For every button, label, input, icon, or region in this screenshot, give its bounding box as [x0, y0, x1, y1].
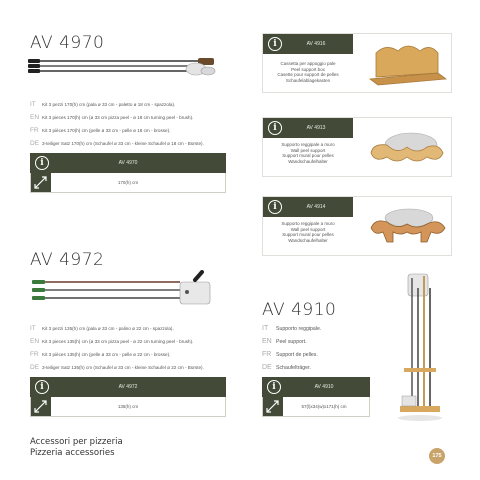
lang-code: FR	[30, 127, 39, 134]
spec-header	[262, 377, 370, 397]
card-av4913	[262, 117, 452, 177]
lang-code: EN	[262, 338, 272, 345]
product-code: AV 4970	[118, 160, 138, 166]
desc-it: Supporto reggipale a muro	[281, 221, 335, 226]
lang-text: Schaufelträger.	[276, 364, 311, 371]
dimensions-icon	[31, 397, 51, 416]
lang-text: Kit 3 pezzi 135(h) cm (pala ø 33 cm - palino ø 22 cm - spazzola).	[42, 326, 174, 331]
lang-code: FR	[30, 351, 39, 358]
card-description	[263, 221, 353, 243]
lang-text: Support de pelles.	[276, 351, 318, 358]
info-icon: i	[267, 380, 281, 394]
card-av4916	[262, 33, 452, 93]
spec-body	[262, 397, 370, 417]
lang-row-en	[262, 335, 321, 348]
desc-fr: Support mural pour pelles	[282, 153, 334, 159]
lang-text: Kit 3 pièces 135(h) cm (pelle ø 33 cm - pelle ø 22 cm - brosse).	[42, 352, 171, 357]
product-code: AV 4972	[118, 384, 138, 390]
dimension-value: 57(l)x34(w)x171(h) cm	[301, 404, 347, 409]
desc-it: Supporto reggipale a muro	[281, 142, 335, 147]
footer-line-1: Accessori per pizzeria	[30, 437, 123, 447]
info-icon: i	[35, 380, 49, 394]
spec-box-av4970	[30, 153, 226, 193]
lang-row-de	[262, 361, 321, 374]
lang-row-en	[30, 335, 204, 348]
title-av4910: AV 4910	[262, 300, 337, 320]
spec-header	[263, 197, 353, 217]
av4910-descriptions	[262, 322, 321, 374]
lang-code: EN	[30, 114, 40, 121]
spec-header	[30, 377, 226, 397]
lang-code: FR	[262, 351, 272, 358]
lang-row-en	[30, 111, 204, 124]
lang-code: DE	[262, 364, 272, 371]
spec-header	[263, 118, 353, 138]
spec-box-av4910	[262, 377, 370, 417]
lang-text: Supporto reggipale.	[276, 325, 322, 332]
title-av4970: AV 4970	[30, 33, 105, 53]
lang-code: IT	[262, 325, 269, 332]
lang-code: EN	[30, 338, 40, 345]
desc-en: Wall peel support	[290, 226, 326, 232]
desc-de: Schaufelablagekasten	[285, 77, 331, 83]
product-code: AV 4914	[306, 204, 326, 210]
desc-fr: Support mural pour pelles	[282, 232, 334, 238]
spec-body	[30, 173, 226, 193]
lang-row-it	[30, 98, 204, 111]
wall-peel-support-image	[363, 123, 451, 173]
info-icon: i	[268, 37, 282, 51]
product-code: AV 4913	[306, 125, 326, 131]
av4972-descriptions	[30, 322, 204, 374]
card-av4914	[262, 196, 452, 256]
lang-row-de	[30, 361, 204, 374]
card-description	[263, 61, 353, 83]
lang-text: Kit 3 pezzi 170(h) cm (pala ø 33 cm - paletto ø 18 cm - spazzola).	[42, 102, 176, 107]
desc-en: Peel support box	[291, 66, 325, 72]
spec-body	[30, 397, 226, 417]
product-code: AV 4910	[314, 384, 334, 390]
av4970-descriptions	[30, 98, 204, 150]
card-description	[263, 142, 353, 164]
desc-fr: Casette pour support de pelles	[277, 72, 339, 78]
peel-stand-image	[392, 268, 448, 428]
wall-peel-support-2-image	[363, 202, 451, 252]
lang-row-it	[30, 322, 204, 335]
lang-text: Peel support.	[276, 338, 307, 345]
dimension-value: 135(h) cm	[117, 404, 139, 409]
dimensions-icon	[263, 397, 283, 416]
spec-box-av4972	[30, 377, 226, 417]
lang-code: IT	[30, 325, 36, 332]
info-icon: i	[35, 156, 49, 170]
product-code: AV 4916	[306, 41, 326, 47]
desc-de: Wandschaufelhalter	[288, 158, 328, 164]
lang-row-fr	[30, 348, 204, 361]
lang-code: DE	[30, 140, 40, 147]
desc-en: Wall peel support	[290, 147, 326, 153]
dimensions-icon	[31, 173, 51, 192]
lang-text: 3-teiliger Satz 135(h) cm (Schaufel ø 33 cm - kleine Schaufel ø 22 cm - Bürste).	[42, 365, 204, 370]
dimension-value: 170(h) cm	[117, 180, 139, 185]
info-icon: i	[268, 121, 282, 135]
lang-text: Kit 3 pieces 135(h) cm (ø 33 cm pizza peel - ø 22 cm turning peel - brush).	[42, 339, 194, 344]
lang-code: IT	[30, 101, 36, 108]
lang-text: 3-teiliger Satz 170(h) cm (Schaufel ø 33 cm - kleine Schaufel ø 18 cm - Bürste).	[42, 141, 204, 146]
peel-set-135-image	[30, 270, 215, 310]
lang-text: Kit 3 pieces 170(h) cm (ø 33 cm pizza peel - ø 18 cm turning peel - brush).	[42, 115, 194, 120]
spec-header	[30, 153, 226, 173]
desc-de: Wandschaufelhalter	[288, 237, 328, 243]
peel-set-170-image	[28, 55, 218, 83]
peel-support-box-image	[368, 39, 448, 89]
title-av4972: AV 4972	[30, 250, 105, 270]
footer-line-2: Pizzeria accessories	[30, 448, 115, 458]
info-icon: i	[268, 200, 282, 214]
lang-row-de	[30, 137, 204, 150]
lang-row-fr	[30, 124, 204, 137]
lang-row-it	[262, 322, 321, 335]
lang-text: Kit 3 pièces 170(h) cm (pelle ø 33 cm - pelle ø 18 cm - brosse).	[42, 128, 171, 133]
footer-title	[30, 437, 123, 459]
lang-row-fr	[262, 348, 321, 361]
lang-code: DE	[30, 364, 40, 371]
page-number: 175	[429, 448, 445, 464]
spec-header	[263, 34, 353, 54]
desc-it: Cassetta per appoggio pale	[280, 61, 336, 66]
